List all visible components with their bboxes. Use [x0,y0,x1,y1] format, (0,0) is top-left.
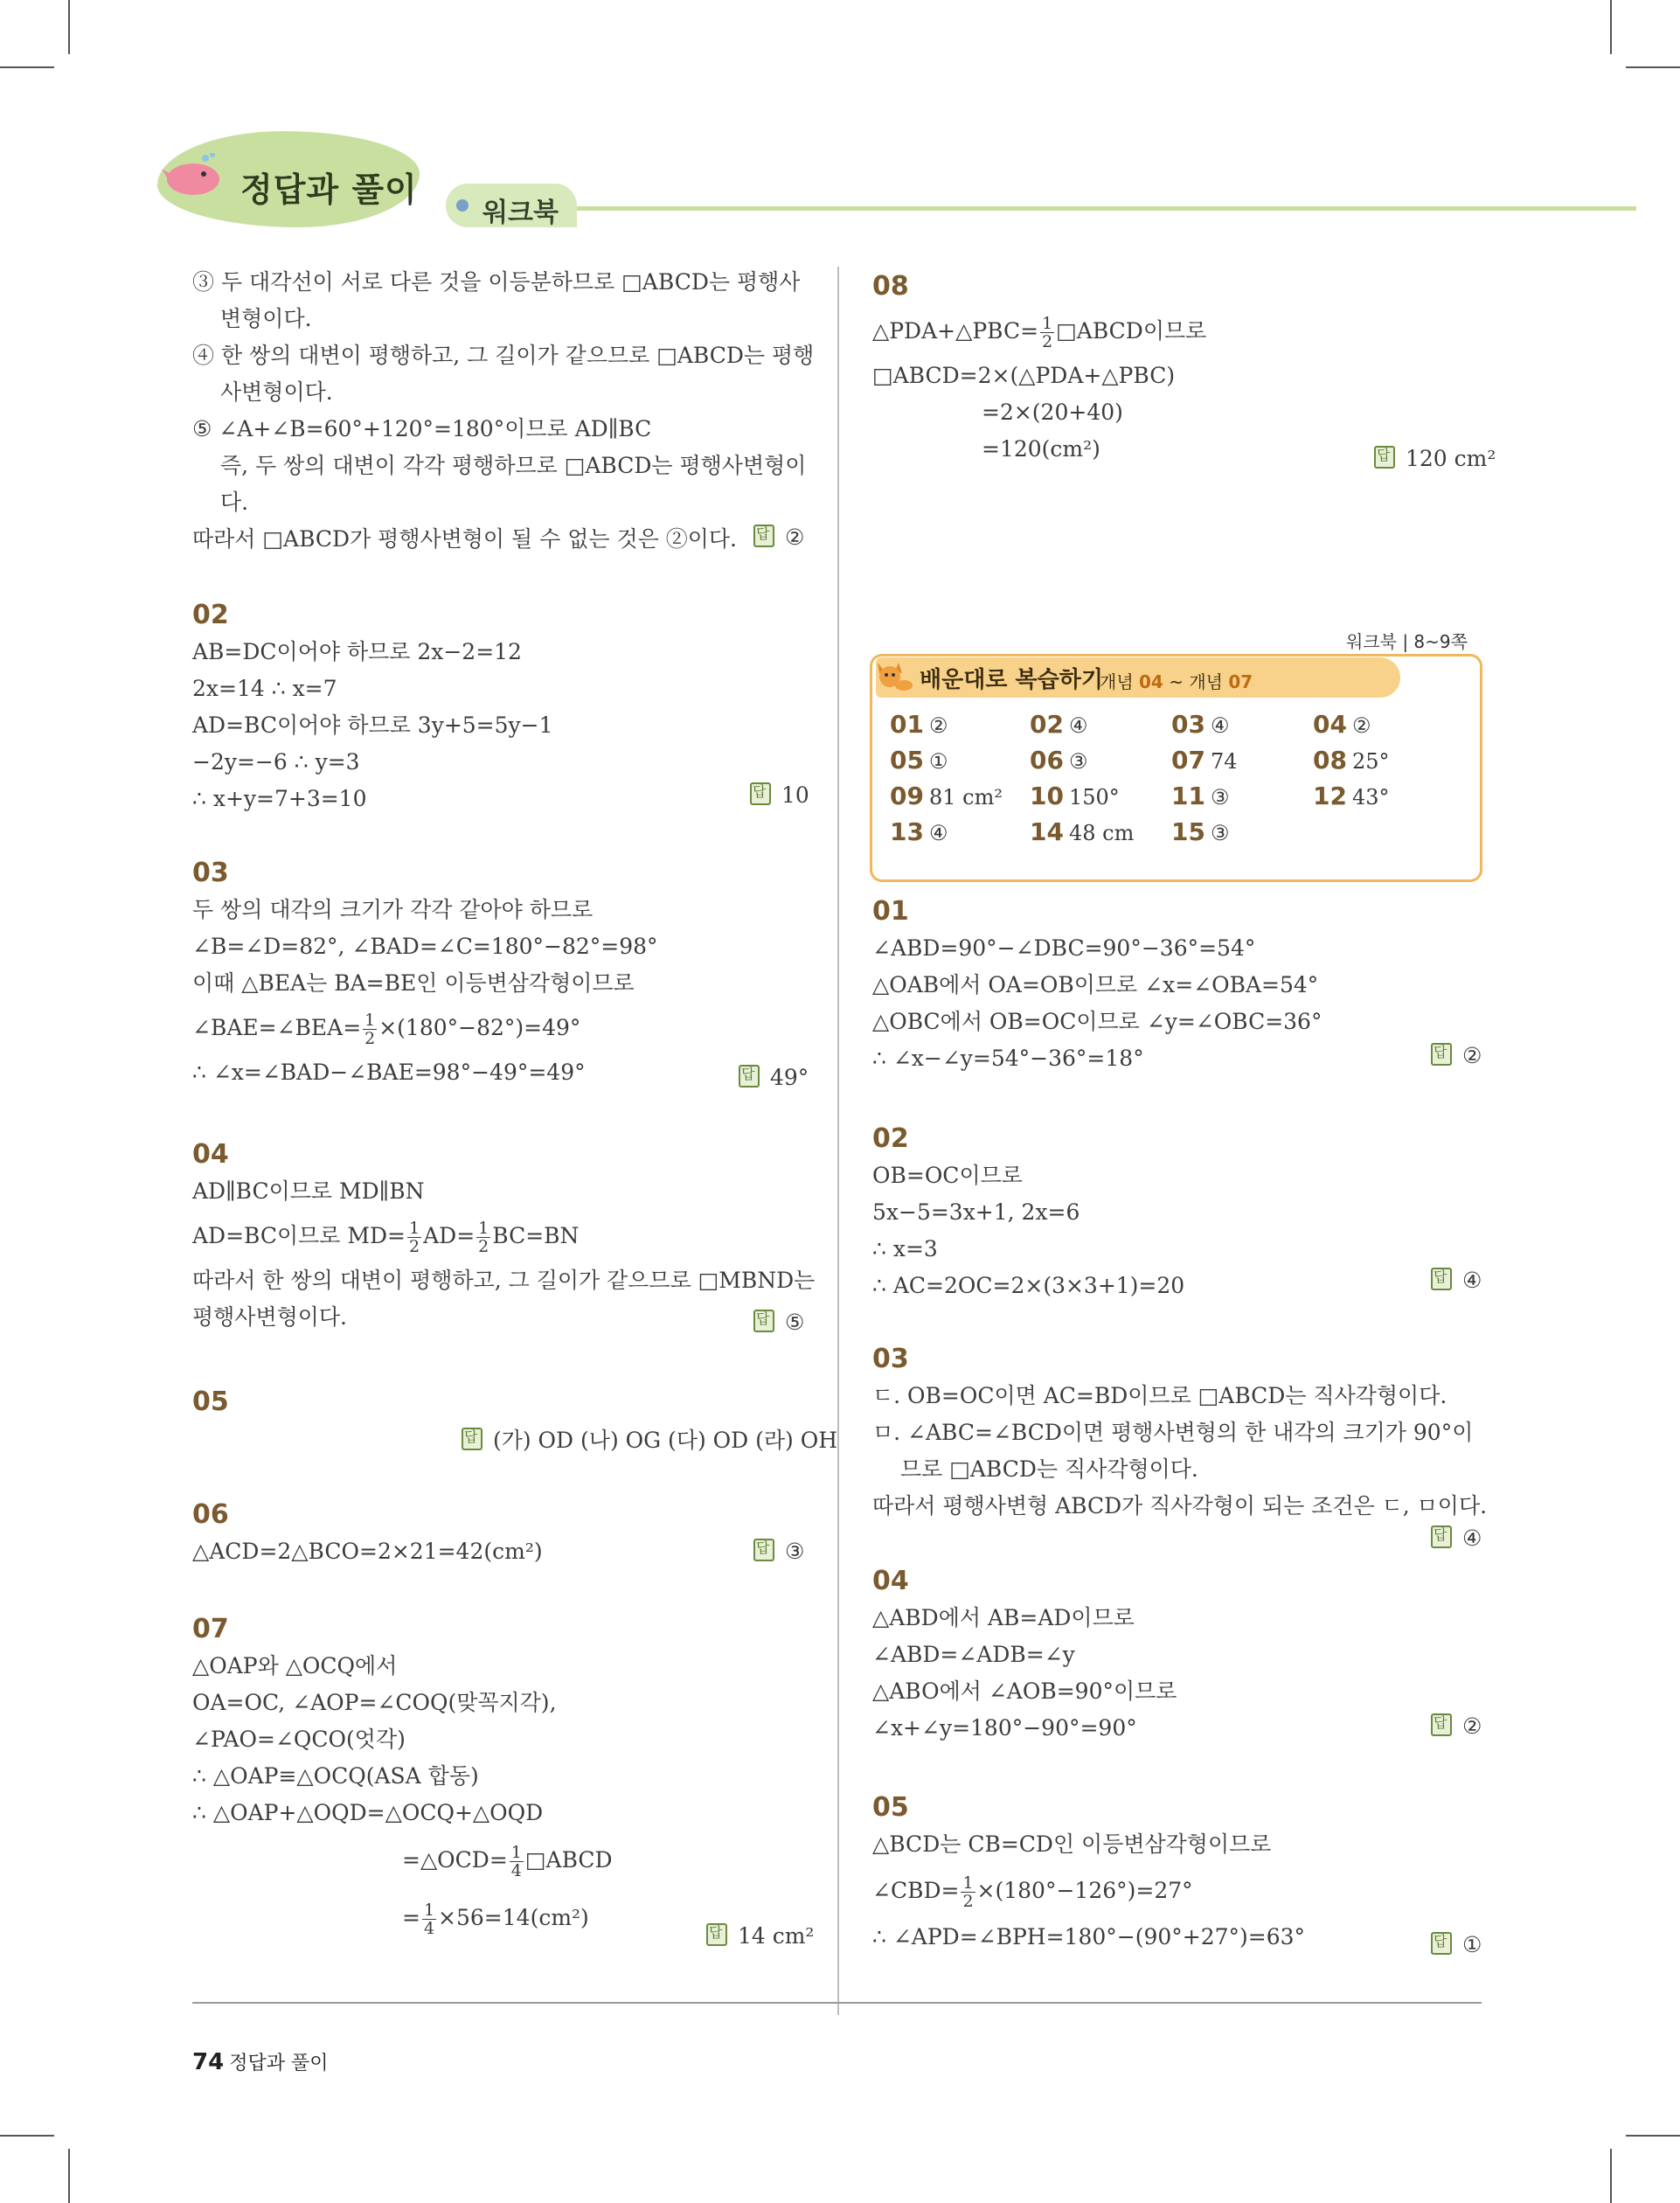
crop-mark [0,66,54,68]
answer: 답 ① [1431,1932,1482,1957]
answer-icon [750,782,771,805]
line: ∠x+∠y=180°−90°=90° [872,1715,1137,1741]
problem-03 [192,855,658,1091]
line: △ABD에서 AB=AD이므로 [872,1605,1135,1630]
line: ∴ ∠APD=∠BPH=180°−(90°+27°)=63° [872,1924,1306,1949]
problem-number: 03 [872,1344,909,1374]
review-item-number: 11 [1171,782,1205,810]
review-answer-item [1030,746,1087,775]
review-subtitle: 개념 04 ~ 개념 07 [1100,671,1253,692]
problem-number: 08 [872,271,909,302]
review-item-number: 04 [1313,710,1347,739]
line: ③ 두 대각선이 서로 다른 것을 이등분하므로 □ABCD는 평행사 [192,269,801,295]
line: ㄷ. OB=OC이면 AC=BD이므로 □ABCD는 직사각형이다. [872,1383,1447,1408]
review-item-answer: ② [1351,713,1371,738]
review-05 [872,1790,1305,1956]
review-answer-item [1030,710,1087,739]
line: 평행사변형이다. [192,1304,347,1330]
line: ∠PAO=∠QCO(엇각) [192,1727,406,1752]
review-answer-item [1171,710,1229,739]
column-divider [837,267,839,2015]
crop-mark [1610,0,1612,54]
answer: 답 14 cm² [706,1923,814,1949]
review-item-answer: ④ [1068,713,1088,738]
review-04 [872,1563,1177,1747]
line: ∠CBD= $\frac{1}{2}$ ×(180°−126°)=27° [872,1873,1193,1911]
answer: 답 ② [1431,1043,1482,1068]
line: ④ 한 쌍의 대변이 평행하고, 그 길이가 같으므로 □ABCD는 평행 [192,343,815,368]
line: □ABCD=2×(△PDA+△PBC) [872,363,1176,388]
answer-icon [1431,1932,1452,1955]
line: △OAB에서 OA=OB이므로 ∠x=∠OBA=54° [872,972,1319,997]
review-item-answer: ③ [1210,785,1230,810]
line: −2y=−6 ∴ y=3 [192,749,360,775]
review-item-number: 12 [1313,782,1347,810]
line: 즉, 두 쌍의 대변이 각각 평행하므로 □ABCD는 평행사변형이 [220,453,807,478]
review-answer-item [1171,746,1238,775]
fraction: $\frac{1}{4}$ [423,1901,435,1938]
fraction: $\frac{1}{4}$ [510,1843,522,1880]
answer-icon [706,1923,727,1946]
line: ∴ △OAP≡△OCQ(ASA 합동) [192,1763,479,1789]
problem-number: 06 [192,1499,229,1530]
line: =△OCD= $\frac{1}{4}$ □ABCD [402,1843,613,1880]
review-answer-item [1030,817,1134,846]
review-answer-item [1313,782,1390,810]
answer: 답 ⑤ [753,1310,804,1335]
review-answer-item [1030,782,1120,810]
review-item-answer: ④ [1210,713,1230,738]
intro-solution [192,264,814,558]
problem-08 [872,268,1206,468]
problem-07 [192,1611,613,1947]
line: ∴ AC=2OC=2×(3×3+1)=20 [872,1273,1185,1298]
bullet-icon [456,199,469,212]
review-item-number: 09 [890,782,924,810]
line: ∠B=∠D=82°, ∠BAD=∠C=180°−82°=98° [192,934,658,959]
crop-mark [1626,2135,1680,2137]
review-item-answer: 25° [1351,749,1390,774]
problem-02 [192,597,553,817]
review-answer-item [1171,817,1229,846]
review-item-number: 07 [1171,746,1205,775]
answer-icon [753,1310,774,1332]
review-01 [872,893,1322,1077]
line: △ACD=2△BCO=2×21=42(cm²) [192,1539,543,1564]
line: 따라서 한 쌍의 대변이 평행하고, 그 길이가 같으므로 □MBND는 [192,1268,816,1293]
line: 변형이다. [220,306,312,331]
review-item-number: 15 [1171,817,1205,846]
review-item-answer: ① [928,749,948,774]
fraction: $\frac{1}{2}$ [962,1873,974,1911]
review-item-answer: 48 cm [1068,821,1135,845]
line: 므로 □ABCD는 직사각형이다. [900,1456,1198,1482]
crop-mark [1626,66,1680,68]
review-item-answer: 81 cm² [928,785,1003,810]
crop-mark [0,2135,54,2137]
line: ⑤ ∠A+∠B=60°+120°=180°이므로 AD∥BC [192,416,652,441]
review-item-number: 02 [1030,710,1064,739]
review-title: 배운대로 복습하기 [920,667,1103,693]
whale-icon [162,153,225,198]
line: △BCD는 CB=CD인 이등변삼각형이므로 [872,1831,1272,1857]
line: 이때 △BEA는 BA=BE인 이등변삼각형이므로 [192,970,635,996]
line: 2x=14 ∴ x=7 [192,676,337,701]
problem-number: 04 [872,1566,909,1596]
line: AD∥BC이므로 MD∥BN [192,1178,425,1204]
review-item-number: 06 [1030,746,1064,775]
line: △ABO에서 ∠AOB=90°이므로 [872,1678,1177,1704]
page-label: 정답과 풀이 [229,2053,329,2074]
review-item-answer: ④ [928,821,948,845]
crop-mark [68,2149,70,2203]
line: ∴ △OAP+△OQD=△OCQ+△OQD [192,1800,544,1825]
line: 다. [220,490,249,515]
review-item-answer: 43° [1351,785,1390,810]
review-item-answer: 74 [1210,749,1238,774]
answer-icon [462,1428,482,1450]
line: △PDA+△PBC= $\frac{1}{2}$ □ABCD이므로 [872,314,1207,351]
line: 5x−5=3x+1, 2x=6 [872,1199,1080,1225]
problem-number: 05 [872,1792,909,1823]
review-item-number: 01 [890,710,924,739]
answer: 답 ③ [753,1539,804,1564]
answer-icon [739,1065,760,1088]
review-item-number: 05 [890,746,924,775]
answer-icon [753,1539,774,1561]
problem-number: 05 [192,1386,229,1417]
line: 따라서 □ABCD가 평행사변형이 될 수 없는 것은 ②이다. [192,526,737,552]
line: ∠ABD=90°−∠DBC=90°−36°=54° [872,935,1256,961]
review-item-number: 14 [1030,817,1064,846]
review-answer-item [890,746,948,775]
line: =2×(20+40) [982,400,1123,425]
answer: 답 ② [1431,1713,1482,1739]
line: ∴ x=3 [872,1236,938,1261]
answer: 답 120 cm² [1374,446,1496,471]
review-02 [872,1121,1184,1304]
answer: 답 49° [739,1065,809,1090]
line: OB=OC이므로 [872,1163,1023,1188]
line: △OBC에서 OB=OC이므로 ∠y=∠OBC=36° [872,1009,1322,1034]
answer: 답 10 [750,782,809,808]
review-item-answer: ② [928,713,948,738]
fraction: $\frac{1}{2}$ [364,1011,376,1048]
problem-number: 03 [192,858,229,888]
review-answer-item [890,710,948,739]
problem-number: 02 [872,1123,909,1154]
problem-number: 02 [192,600,229,630]
fraction: $\frac{1}{2}$ [409,1219,420,1256]
review-item-answer: 150° [1068,785,1120,810]
header-rule [455,206,1636,211]
line: OA=OC, ∠AOP=∠COQ(맞꼭지각), [192,1690,557,1715]
line: = $\frac{1}{4}$ ×56=14(cm²) [402,1901,589,1938]
review-answer-item [1171,782,1229,810]
problem-number: 07 [192,1614,229,1644]
review-answer-item [890,782,1003,810]
review-item-number: 03 [1171,710,1205,739]
review-item-number: 13 [890,817,924,846]
fraction: $\frac{1}{2}$ [478,1219,489,1256]
review-answer-item [890,817,948,846]
fox-icon [872,654,914,696]
review-03 [872,1341,1487,1525]
review-answer-item [1313,746,1390,775]
crop-mark [1610,2149,1612,2203]
problem-number: 01 [872,896,909,927]
review-item-number: 08 [1313,746,1347,775]
answer-icon [1431,1268,1452,1290]
review-item-answer: ③ [1210,821,1230,845]
answer-icon [1431,1043,1452,1066]
fraction: $\frac{1}{2}$ [1042,314,1053,351]
problem-05 [192,1384,229,1421]
answer: 답 ④ [1431,1268,1482,1293]
page-footer [192,2048,328,2075]
answer-icon [1431,1713,1452,1736]
line: ∠ABD=∠ADB=∠y [872,1642,1075,1667]
line: 따라서 평행사변형 ABCD가 직사각형이 되는 조건은 ㄷ, ㅁ이다. [872,1493,1488,1518]
line: ∠BAE=∠BEA= $\frac{1}{2}$ ×(180°−82°)=49° [192,1011,581,1048]
answer-icon [753,525,774,547]
header-title: 정답과 풀이 [240,170,418,209]
workbook-page-ref: 워크북 | 8~9쪽 [1346,631,1468,652]
answer: 답 ④ [1431,1525,1482,1551]
answer: 답 (가) OD (나) OG (다) OD (라) OH [462,1423,837,1455]
line: ∴ ∠x=∠BAD−∠BAE=98°−49°=49° [192,1060,586,1085]
answer-icon [1431,1525,1452,1548]
line: ∴ ∠x−∠y=54°−36°=18° [872,1046,1144,1071]
problem-number: 04 [192,1139,229,1170]
line: AD=BC이므로 MD= $\frac{1}{2}$ AD= $\frac{1}{2}$ BC=BN [192,1219,580,1256]
line: AB=DC이어야 하므로 2x−2=12 [192,639,522,664]
review-item-number: 10 [1030,782,1064,810]
line: AD=BC이어야 하므로 3y+5=5y−1 [192,712,553,738]
review-item-answer: ③ [1068,749,1088,774]
answer-icon [1374,446,1395,469]
footer-rule [192,2002,1482,2004]
answer: 답 ② [753,525,804,550]
review-answer-item [1313,710,1371,739]
line: △OAP와 △OCQ에서 [192,1653,398,1678]
crop-mark [68,0,70,54]
line: =120(cm²) [982,436,1100,462]
problem-04 [192,1136,815,1336]
line: 사변형이다. [220,379,333,405]
line: ㅁ. ∠ABC=∠BCD이면 평행사변형의 한 내각의 크기가 90°이 [872,1420,1474,1445]
page-number: 74 [192,2049,225,2075]
workbook-tab-label: 워크북 [482,198,559,228]
problem-06 [192,1497,543,1570]
line: ∴ x+y=7+3=10 [192,786,367,811]
line: 두 쌍의 대각의 크기가 각각 같아야 하므로 [192,897,594,922]
